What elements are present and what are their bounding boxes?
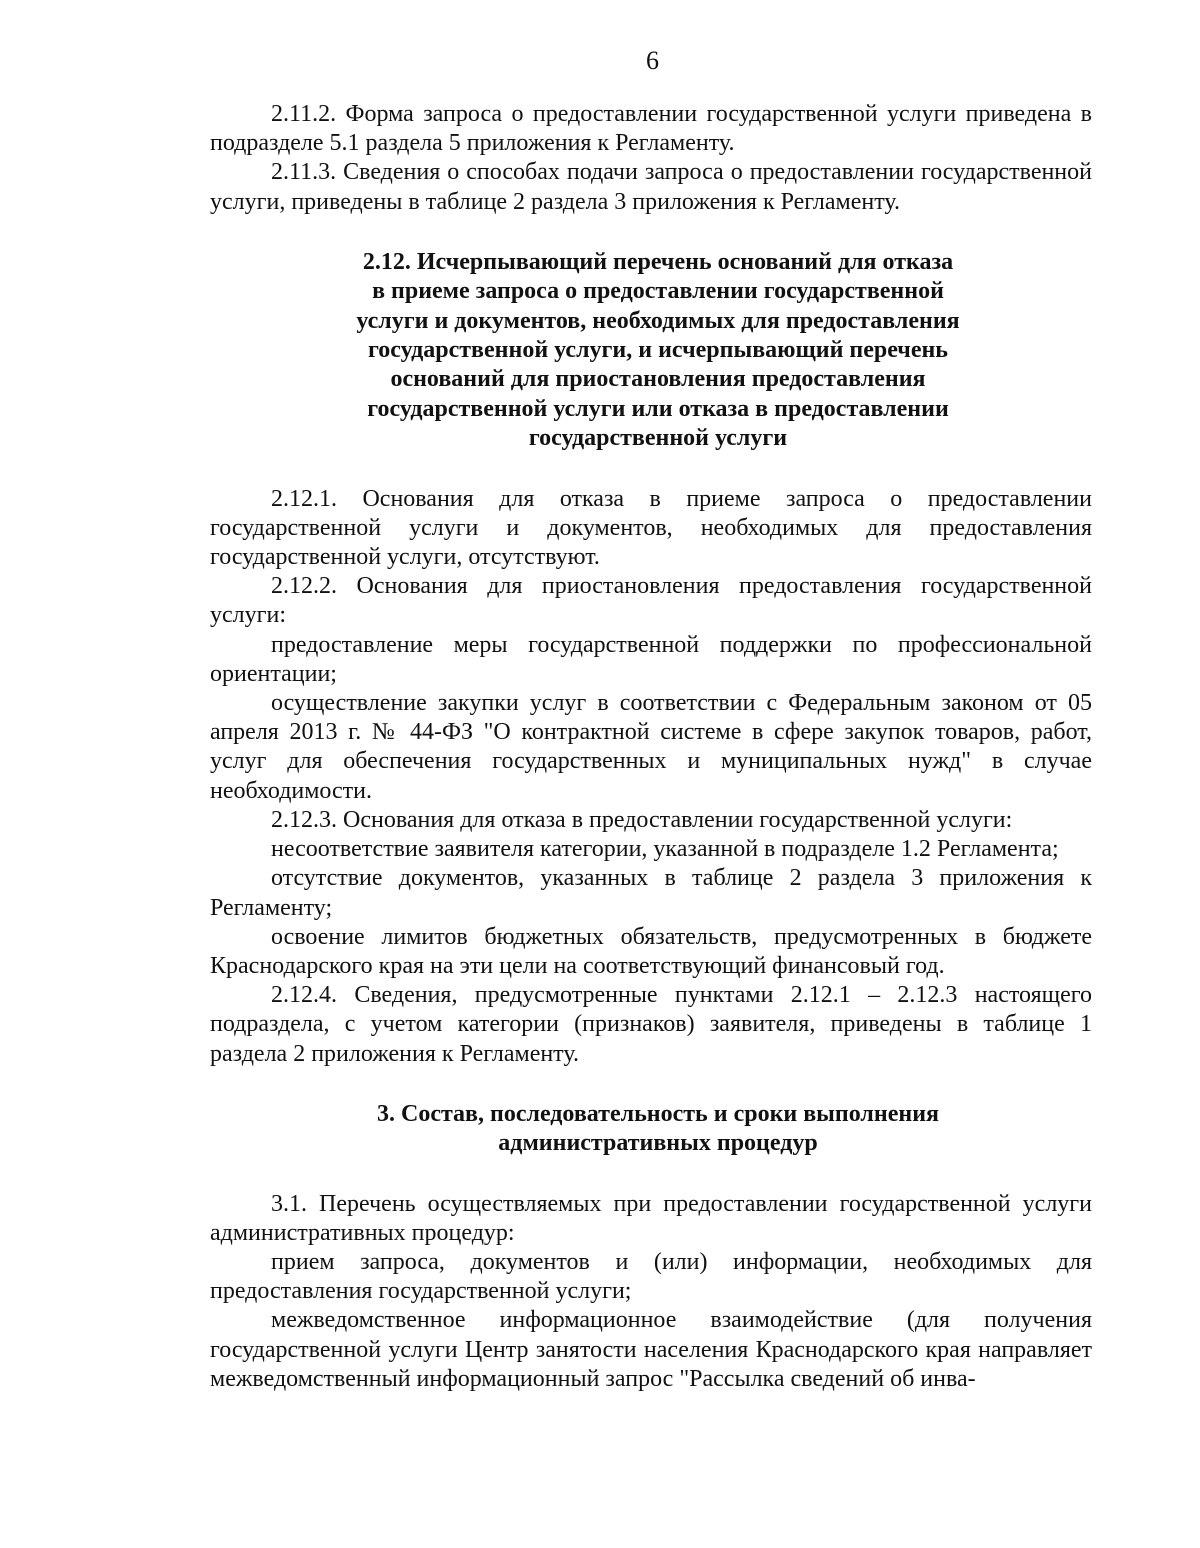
list-item: освоение лимитов бюджетных обязательств, предусмотренных в бюджете Краснодарского края на эти цели на соответствующий финансовый год. <box>210 923 1092 979</box>
heading-line: оснований для приостановления предоставления <box>390 366 926 393</box>
paragraph-2-12-4: 2.12.4. Сведения, предусмотренные пунктами 2.12.1 – 2.12.3 настоящего подраздела, с учетом категории (признаков) заявителя, приведены в таблице 1 раздела 2 приложения к Регламенту. <box>210 982 1092 1067</box>
paragraph-2-11-3: 2.11.3. Сведения о способах подачи запроса о предоставлении государственной услуги, приведены в таблице 2 раздела 3 приложения к Регламенту. <box>210 159 1092 215</box>
page-number: 6 <box>646 46 659 75</box>
heading-line: административных процедур <box>498 1130 818 1157</box>
list-item: межведомственное информационное взаимодействие (для получения государственной услуги Центр занятости населения Краснодарского края направляет межведомственный информационный запрос "Рассылка сведений об инва- <box>210 1307 1092 1392</box>
heading-section-3 <box>210 1100 1092 1159</box>
paragraph-2-12-3: 2.12.3. Основания для отказа в предоставлении государственной услуги: <box>271 806 1013 833</box>
heading-line: услуги и документов, необходимых для предоставления <box>356 307 960 334</box>
list-item: прием запроса, документов и (или) информации, необходимых для предоставления государственной услуги; <box>210 1248 1092 1305</box>
heading-line: государственной услуги, и исчерпывающий перечень <box>368 337 948 364</box>
paragraph-2-12-1: 2.12.1. Основания для отказа в приеме запроса о предоставлении государственной услуги и документов, необходимых для предоставления государственной услуги, отсутствуют. <box>210 485 1092 571</box>
heading-line: государственной услуги <box>528 425 788 452</box>
paragraph-3-1: 3.1. Перечень осуществляемых при предоставлении государственной услуги административных процедур: <box>210 1190 1092 1246</box>
list-item: предоставление меры государственной поддержки по профессиональной ориентации; <box>210 631 1092 687</box>
list-item: отсутствие документов, указанных в таблице 2 раздела 3 приложения к Регламенту; <box>210 865 1092 921</box>
list-item: несоответствие заявителя категории, указанной в подразделе 1.2 Регламента; <box>271 836 1059 863</box>
heading-line: в приеме запроса о предоставлении государственной <box>372 278 944 305</box>
paragraph-2-11-2: 2.11.2. Форма запроса о предоставлении государственной услуги приведена в подразделе 5.1 раздела 5 приложения к Регламенту. <box>210 101 1092 157</box>
list-item: осуществление закупки услуг в соответствии с Федеральным законом от 05 апреля 2013 г. № 44-ФЗ "О контрактной системе в сфере закупок товаров, работ, услуг для обеспечения государственных и муниципальных нужд" в случае необходимости. <box>210 690 1092 804</box>
heading-section-2-12 <box>210 248 1092 454</box>
heading-line: 3. Состав, последовательность и сроки выполнения <box>376 1100 940 1127</box>
document-body <box>210 100 1092 1394</box>
paragraph-2-12-2: 2.12.2. Основания для приостановления предоставления государственной услуги: <box>210 573 1092 629</box>
heading-line: 2.12. Исчерпывающий перечень оснований для отказа <box>362 248 954 275</box>
heading-line: государственной услуги или отказа в предоставлении <box>367 395 949 422</box>
